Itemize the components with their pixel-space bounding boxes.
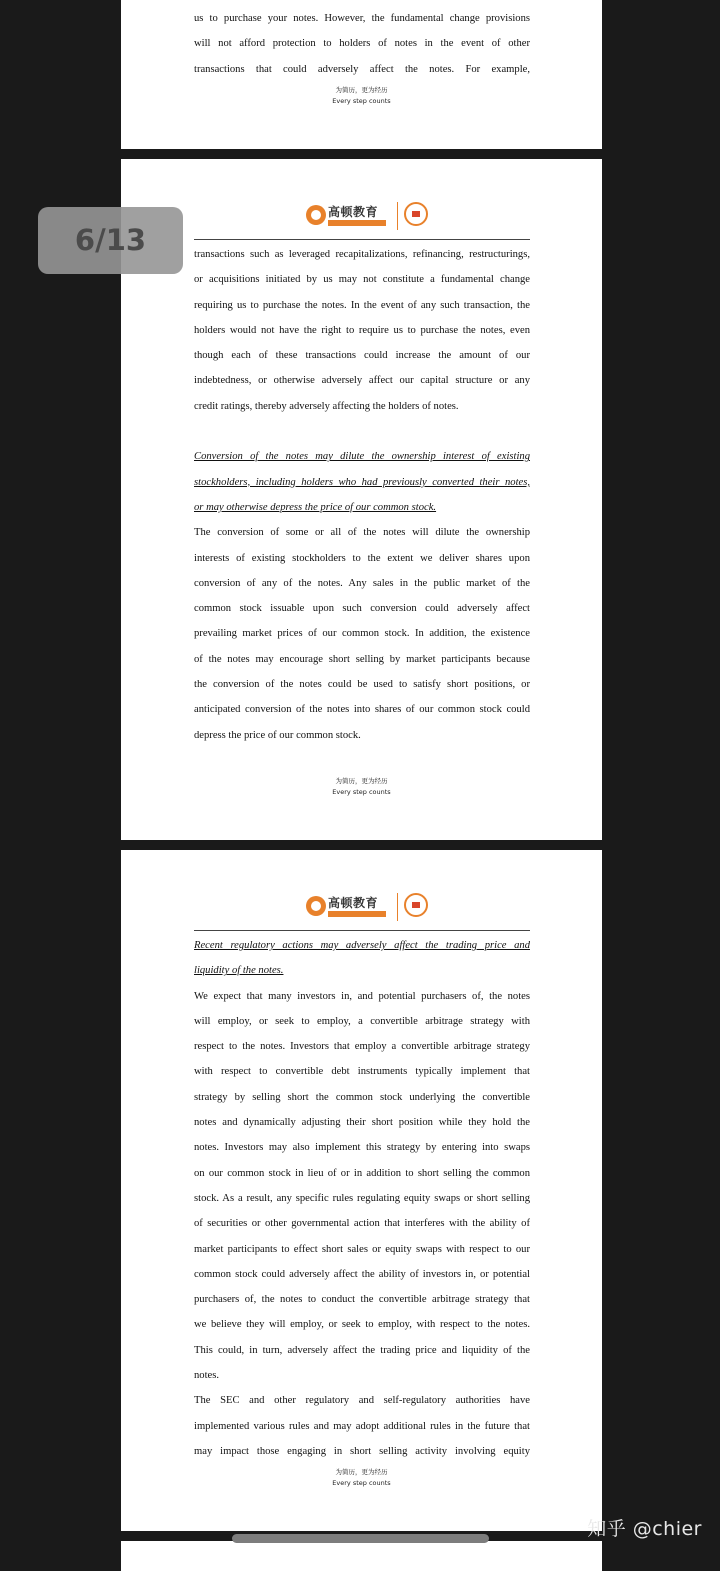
text-line: purchasers of, the notes to conduct the convertible arbitrage strategy that [194,1294,530,1306]
logo-mark-icon [306,205,326,225]
document-page-7 [121,850,602,1531]
text-line: interests of existing stockholders to the extent we deliver shares upon [194,552,530,564]
text-line: We expect that many investors in, and potential purchasers of, the notes [194,990,530,1002]
horizontal-scrollbar[interactable] [232,1534,489,1543]
watermark: 知乎 @chier [587,1518,702,1540]
page-footer [121,85,602,107]
text-line: may impact those engaging in short selling activity involving equity [194,1445,530,1457]
text-line: This could, in turn, adversely affect the trading price and liquidity of the [194,1344,530,1356]
text-line: requiring us to purchase the notes. In the event of any such transaction, the [194,299,530,311]
text-line: credit ratings, thereby adversely affecting the holders of notes. [194,400,459,412]
logo-bar [328,911,386,917]
text-line: implemented various rules and may adopt additional rules in the future that [194,1420,530,1432]
section-heading-line: or may otherwise depress the price of our common stock. [194,501,437,513]
seal-icon [404,202,428,226]
text-line: The conversion of some or all of the notes will dilute the ownership [194,527,530,539]
text-line: prevailing market prices of our common stock. In addition, the existence [194,628,530,640]
company-logo [306,894,396,920]
footer-slogan-en: Every step counts [332,97,391,105]
text-line: anticipated conversion of the notes into shares of our common stock could [194,704,530,716]
text-line: depress the price of our common stock. [194,729,361,741]
page-footer [121,1467,602,1489]
text-line: we believe they will employ, or seek to employ, with respect to the notes. [194,1319,530,1331]
footer-slogan-cn: 为简历，更为经历 [335,1468,388,1476]
logo-divider [397,893,398,921]
section-heading-line: Conversion of the notes may dilute the ownership interest of existing [194,451,530,463]
text-line: holders would not have the right to require us to purchase the notes, even [194,324,530,336]
logo-mark-icon [306,896,326,916]
page-header [194,190,530,240]
header-rule [194,239,530,240]
text-line: notes and dynamically adjusting their short position while they hold the [194,1117,530,1129]
text-line: of securities or other governmental action that interferes with the ability of [194,1218,530,1230]
company-logo [306,203,396,229]
page5-text [194,6,530,82]
text-line: stock. As a result, any specific rules regulating equity swaps or short selling [194,1192,530,1204]
page-indicator: 6/13 [38,207,183,274]
logo-name: 高顿教育 [328,205,379,219]
text-line: notes. [194,1370,220,1382]
page6-text [194,242,530,748]
header-rule [194,930,530,931]
page7-text [194,933,530,1464]
text-line: indebtedness, or otherwise adversely affect our capital structure or any [194,375,530,387]
text-line: common stock issuable upon such conversion could adversely affect [194,603,530,615]
document-page-6 [121,159,602,840]
text-line: the conversion of the notes could be used to satisfy short positions, or [194,679,530,691]
logo-name: 高顿教育 [328,896,379,910]
text-line: or acquisitions initiated by us may not constitute a fundamental change [194,274,530,286]
text-line: transactions that could adversely affect the notes. For example, [194,63,530,75]
document-page-5 [121,0,602,149]
footer-slogan-en: Every step counts [332,788,391,796]
text-line: notes. Investors may also implement this strategy by entering into swaps [194,1142,530,1154]
text-line: respect to the notes. Investors that employ a convertible arbitrage strategy [194,1041,530,1053]
logo-bar [328,220,386,226]
text-line: transactions such as leveraged recapitalizations, refinancing, restructurings, [194,249,530,260]
page-header [194,881,530,931]
text-line: will employ, or seek to employ, a convertible arbitrage strategy with [194,1015,530,1027]
section-heading-line: liquidity of the notes. [194,965,284,977]
text-line: of the notes may encourage short selling by market participants because [194,653,530,665]
document-page-8 [121,1541,602,1571]
text-line: on our common stock in lieu of or in addition to short selling the common [194,1167,530,1179]
text-line: strategy by selling short the common stock underlying the convertible [194,1091,530,1103]
text-line: will not afford protection to holders of notes in the event of other [194,38,530,50]
text-line: market participants to effect short sales or equity swaps with respect to our [194,1243,530,1255]
text-line: though each of these transactions could increase the amount of our [194,350,530,362]
footer-slogan-en: Every step counts [332,1479,391,1487]
section-heading-line: Recent regulatory actions may adversely affect the trading price and [194,940,530,951]
footer-slogan-cn: 为简历，更为经历 [335,777,388,785]
text-line: The SEC and other regulatory and self-regulatory authorities have [194,1395,530,1407]
text-line: common stock could adversely affect the ability of investors in, or potential [194,1268,530,1280]
page-footer [121,776,602,798]
text-line: us to purchase your notes. However, the fundamental change provisions [194,13,530,24]
footer-slogan-cn: 为简历，更为经历 [335,86,388,94]
logo-divider [397,202,398,230]
text-line: conversion of any of the notes. Any sales in the public market of the [194,577,530,589]
text-line: with respect to convertible debt instruments typically implement that [194,1066,530,1078]
section-heading-line: stockholders, including holders who had previously converted their notes, [194,476,530,488]
seal-icon [404,893,428,917]
